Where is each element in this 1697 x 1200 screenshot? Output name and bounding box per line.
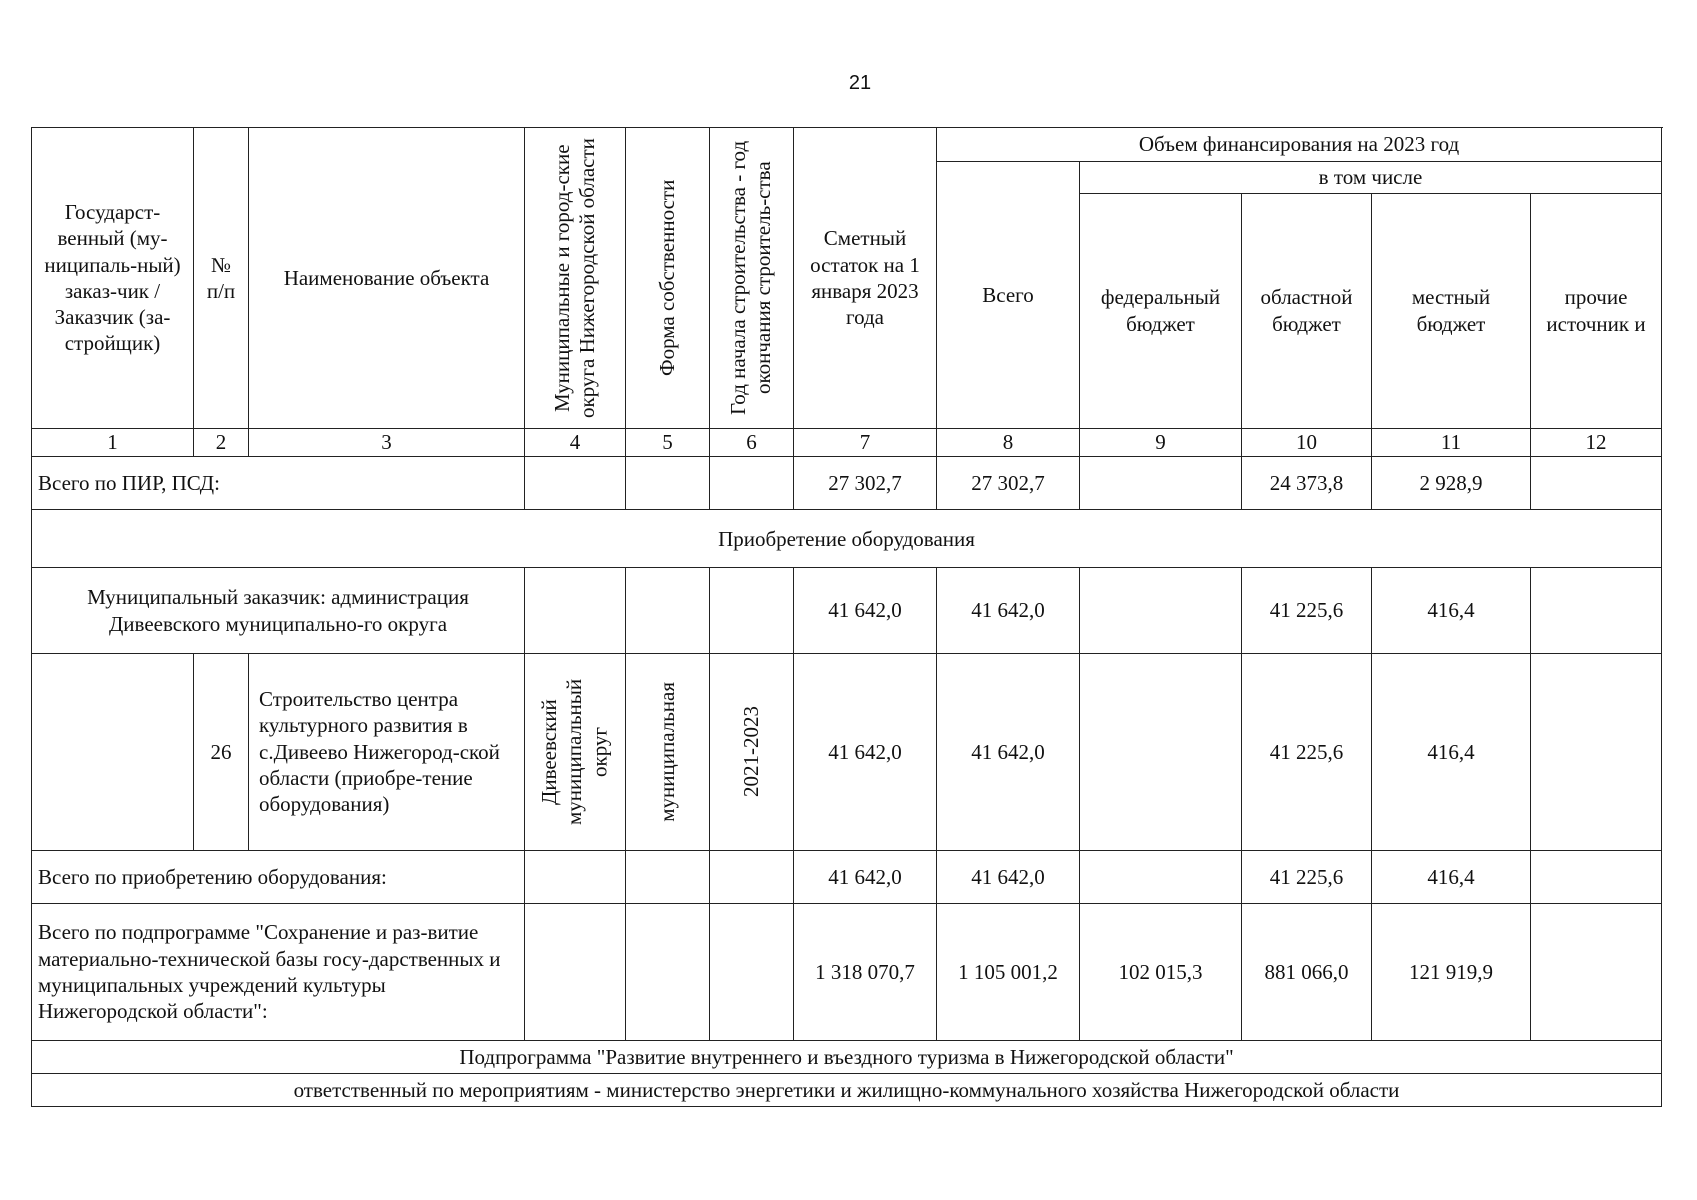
cell-total: 41 642,0 — [937, 568, 1080, 653]
cell-empty — [626, 903, 710, 1040]
cell-regional: 881 066,0 — [1242, 903, 1372, 1040]
item-district — [525, 653, 626, 850]
cell-local: 2 928,9 — [1372, 456, 1531, 509]
subprogram-title: Подпрограмма "Развитие внутреннего и въездного туризма в Нижегородской области" — [32, 1040, 1662, 1073]
cell-empty — [710, 850, 794, 903]
item-years — [710, 653, 794, 850]
cell-other — [1531, 456, 1662, 509]
cell-total: 27 302,7 — [937, 456, 1080, 509]
cell-total: 41 642,0 — [937, 653, 1080, 850]
cell-estimate: 1 318 070,7 — [794, 903, 937, 1040]
cell-estimate: 41 642,0 — [794, 653, 937, 850]
col-num: 9 — [1080, 428, 1242, 456]
cell-regional: 41 225,6 — [1242, 653, 1372, 850]
header-district-text: Муниципальные и город-ские округа Нижегородской области — [549, 137, 599, 418]
cell-federal — [1080, 653, 1242, 850]
cell-empty — [626, 850, 710, 903]
header-local: местный бюджет — [1372, 193, 1531, 428]
header-district — [525, 128, 626, 429]
table-row-item — [32, 653, 1662, 850]
cell-empty — [525, 456, 626, 509]
cell-local: 416,4 — [1372, 653, 1531, 850]
row-label: Всего по приобретению оборудования: — [32, 850, 525, 903]
col-num: 11 — [1372, 428, 1531, 456]
cell-regional: 41 225,6 — [1242, 568, 1372, 653]
cell-estimate: 41 642,0 — [794, 850, 937, 903]
item-years-text: 2021-2023 — [738, 706, 763, 798]
cell-other — [1531, 653, 1662, 850]
cell-empty — [626, 456, 710, 509]
item-ownership-text: муниципальная — [654, 681, 679, 822]
section-equipment-row — [32, 510, 1662, 568]
header-total: Всего — [937, 162, 1080, 429]
header-customer: Государст-венный (му-ниципаль-ный) заказ-чик / Заказчик (за-стройщик) — [32, 128, 194, 429]
header-regional: областной бюджет — [1242, 193, 1372, 428]
row-label: Всего по ПИР, ПСД: — [32, 456, 525, 509]
header-including: в том числе — [1080, 162, 1662, 193]
column-numbers-row — [32, 428, 1662, 456]
col-num: 12 — [1531, 428, 1662, 456]
item-ownership — [626, 653, 710, 850]
header-federal: федеральный бюджет — [1080, 193, 1242, 428]
cell-other — [1531, 850, 1662, 903]
col-num: 7 — [794, 428, 937, 456]
header-other: прочие источник и — [1531, 193, 1662, 428]
col-num: 10 — [1242, 428, 1372, 456]
cell-regional: 24 373,8 — [1242, 456, 1372, 509]
cell-empty — [525, 903, 626, 1040]
responsible-text: ответственный по мероприятиям - министерство энергетики и жилищно-коммунального хозяйства Нижегородской области — [32, 1073, 1662, 1106]
col-num: 1 — [32, 428, 194, 456]
cell-local: 121 919,9 — [1372, 903, 1531, 1040]
header-funding-title: Объем финансирования на 2023 год — [937, 128, 1662, 162]
cell-local: 416,4 — [1372, 850, 1531, 903]
item-name: Строительство центра культурного развития в с.Дивеево Нижегород-ской области (приобре-тение оборудования) — [249, 653, 525, 850]
cell-total: 1 105 001,2 — [937, 903, 1080, 1040]
col-num: 8 — [937, 428, 1080, 456]
table-row-equipment-total — [32, 850, 1662, 903]
cell-empty — [710, 903, 794, 1040]
header-years-text: Год начала строительства - год окончания строитель-ства — [726, 140, 776, 415]
cell-federal: 102 015,3 — [1080, 903, 1242, 1040]
table-row-pir-total — [32, 456, 1662, 509]
cell-empty — [710, 456, 794, 509]
header-ownership — [626, 128, 710, 429]
header-number: № п/п — [194, 128, 249, 429]
col-num: 6 — [710, 428, 794, 456]
cell-empty — [525, 568, 626, 653]
subprogram-title-row — [32, 1040, 1662, 1073]
cell-federal — [1080, 456, 1242, 509]
cell-empty — [710, 568, 794, 653]
page-number: 21 — [848, 72, 872, 94]
col-num: 5 — [626, 428, 710, 456]
cell-federal — [1080, 850, 1242, 903]
item-district-text: Дивеевский муниципальный округ — [537, 678, 612, 825]
cell-other — [1531, 568, 1662, 653]
cell-regional: 41 225,6 — [1242, 850, 1372, 903]
cell-local: 416,4 — [1372, 568, 1531, 653]
cell-estimate: 27 302,7 — [794, 456, 937, 509]
cell-empty — [32, 653, 194, 850]
cell-federal — [1080, 568, 1242, 653]
row-label: Всего по подпрограмме "Сохранение и раз-витие материально-технической базы госу-дарственных и муниципальных учреждений культуры Нижегородской области": — [32, 903, 525, 1040]
col-num: 4 — [525, 428, 626, 456]
cell-empty — [525, 850, 626, 903]
item-number: 26 — [194, 653, 249, 850]
responsible-row — [32, 1073, 1662, 1106]
header-ownership-text: Форма собственности — [654, 179, 679, 376]
header-estimate-balance: Сметный остаток на 1 января 2023 года — [794, 128, 937, 429]
col-num: 2 — [194, 428, 249, 456]
cell-total: 41 642,0 — [937, 850, 1080, 903]
capital-investment-table — [31, 127, 1662, 1107]
cell-other — [1531, 903, 1662, 1040]
cell-empty — [626, 568, 710, 653]
section-title: Приобретение оборудования — [32, 510, 1662, 568]
table-row-subprogram-total — [32, 903, 1662, 1040]
header-object-name: Наименование объекта — [249, 128, 525, 429]
cell-estimate: 41 642,0 — [794, 568, 937, 653]
customer-label: Муниципальный заказчик: администрация Дивеевского муниципально-го округа — [32, 568, 525, 653]
col-num: 3 — [249, 428, 525, 456]
table-row-customer — [32, 568, 1662, 653]
header-row-1 — [32, 128, 1662, 162]
header-years — [710, 128, 794, 429]
